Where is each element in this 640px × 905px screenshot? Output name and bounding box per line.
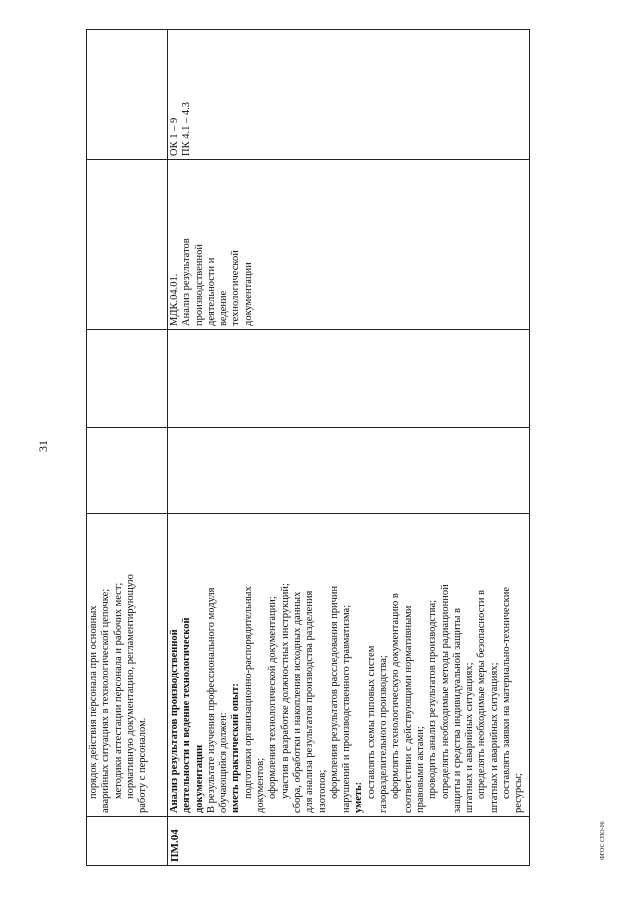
skills-heading: уметь: [353, 781, 365, 813]
experience-heading: иметь практический опыт: [230, 683, 242, 813]
competency-cell [87, 30, 168, 160]
empty-cell [168, 428, 530, 514]
mdk-cell [168, 160, 530, 330]
empty-cell [168, 330, 530, 428]
experience-line: для анализа результатов производства разделения [304, 590, 316, 813]
mdk-line: производственной [193, 244, 205, 326]
code-cell [87, 817, 168, 866]
table-row [168, 30, 530, 866]
mdk-line: МДК.04.01. [169, 273, 180, 326]
experience-line: подготовки организационно-распорядительных [242, 586, 254, 799]
table-row [87, 30, 168, 866]
competency-line: ПК 4.1 – 4.3 [181, 102, 193, 156]
curriculum-table-wrapper [86, 30, 530, 866]
competency-line: ОК 1 – 9 [169, 117, 180, 156]
skill-line: газоразделительного производства; [378, 655, 390, 813]
desc-line: нормативную документацию, регламентирующую [124, 574, 136, 799]
mdk-line: документации [242, 262, 254, 326]
intro-line: обучающийся должен: [218, 712, 230, 813]
description-cell [168, 514, 530, 817]
experience-line: изотопов; [316, 769, 328, 813]
curriculum-table [86, 29, 530, 866]
experience-line: сбора, обработки и накопления исходных данных [291, 591, 303, 813]
code-cell [168, 817, 530, 866]
skill-line: составлять схемы типовых систем [365, 645, 377, 799]
empty-cell [87, 330, 168, 428]
mdk-line: деятельности и [205, 257, 217, 326]
experience-line: нарушений и производственного травматизма; [341, 604, 353, 813]
competency-cell [168, 30, 530, 160]
desc-line: аварийных ситуациях в технологической цепочке; [100, 588, 112, 813]
skill-line: защиты и средства индивидуальной защиты в [451, 607, 463, 813]
module-title-line: документации [193, 744, 205, 813]
experience-line: оформления результатов расследования причин [328, 585, 340, 799]
intro-line: В результате изучения профессионального модуля [205, 587, 217, 813]
skill-line: штатных и аварийных ситуациях; [464, 662, 476, 813]
skill-line: правовыми актами; [414, 726, 426, 813]
mdk-line: технологической [230, 250, 242, 326]
module-code: ПМ.04 [169, 829, 181, 862]
footer-label: ФГОС СПО-06 [600, 821, 606, 860]
skill-line: оформлять технологическую документацию в [390, 593, 402, 799]
skill-line: проводить анализ результатов производства; [427, 599, 439, 799]
module-title-line: деятельности и ведение технологической [181, 617, 193, 813]
skill-line: ресурсы; [513, 773, 525, 813]
skill-line: определять необходимые методы радиационной [439, 584, 451, 799]
module-title-line: Анализ результатов производственной [169, 629, 180, 813]
skill-line: определять необходимые меры безопасности в [476, 589, 488, 799]
mdk-cell [87, 160, 168, 330]
empty-cell [87, 428, 168, 514]
experience-line: оформления технологической документации; [267, 596, 279, 799]
description-cell [87, 514, 168, 817]
skill-line: составлять заявки на материально-технические [501, 586, 513, 799]
desc-line: порядок действия персонала при основных [88, 605, 99, 799]
experience-line: участия в разработке должностных инструкций; [279, 583, 291, 799]
experience-line: документов; [255, 757, 267, 813]
desc-line: методики аттестации персонала и рабочих мест; [112, 582, 124, 799]
skill-line: соответствии с действующими нормативными [402, 605, 414, 813]
mdk-line: Анализ результатов [181, 238, 193, 326]
mdk-line: ведение [218, 290, 230, 326]
page-number: 31 [36, 440, 50, 452]
skill-line: штатных и аварийных ситуациях; [488, 662, 500, 813]
desc-line: работу с персоналом. [137, 717, 149, 813]
